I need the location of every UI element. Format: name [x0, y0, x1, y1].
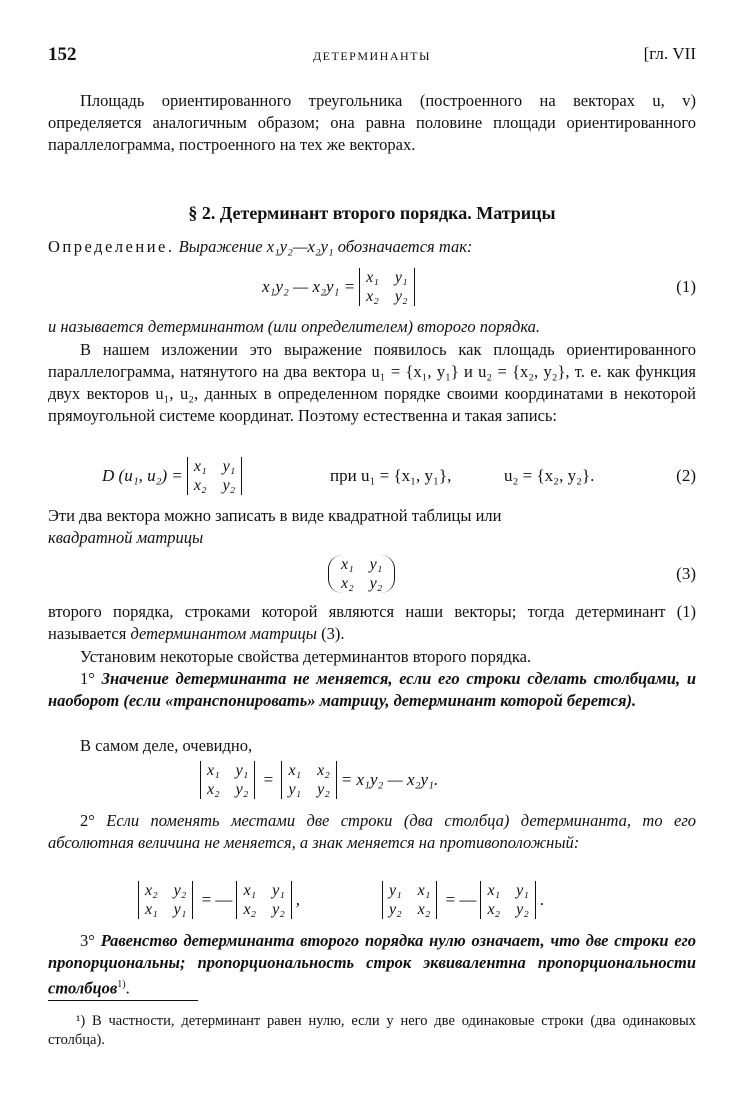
det-entry: y₁ [394, 269, 408, 286]
property-1-number: 1° [80, 669, 95, 688]
det-entry: x₁ [288, 762, 302, 779]
property-2 [48, 810, 696, 854]
det-entry: y₂ [173, 882, 187, 899]
property-3: 3° Равенство детерминанта второго порядка нулю означает, что две строки его пропорциональны; пропорциональность строк эквивалентна пропорциональности столбцов$^{1)}$. [48, 931, 697, 998]
formula-2-middle: при u₁ = {x₁, y₁}, [330, 466, 452, 485]
determinant-5c [382, 881, 437, 919]
formula-4: x₁ y₁ x₂ y₂ = x₁ x₂ y₁ y₂ = x₁y₂ — x₂y₁. [48, 758, 696, 802]
det-entry: x₂ [193, 477, 207, 494]
det-entry: x₁ [243, 882, 257, 899]
running-title: ДЕТЕРМИНАНТЫ [313, 49, 431, 63]
paragraph-3 [48, 505, 696, 549]
footnote-rule [48, 1000, 198, 1001]
determinant-5b [236, 881, 291, 919]
formula-1-number: (1) [676, 277, 696, 296]
det-entry: y₂ [317, 781, 330, 798]
property-1 [48, 668, 696, 712]
matrix-entry: y₂ [369, 575, 383, 592]
page-number: 152 [48, 44, 77, 65]
det-entry: y₂ [235, 781, 249, 798]
det-entry: x₂ [207, 781, 220, 798]
det-entry: x₁ [193, 458, 207, 475]
paragraph-4-end: (3). [321, 624, 345, 643]
property-3-text: Равенство детерминанта второго порядка нулю означает, что две строки его пропорциональны; пропорциональность строк эквивалентна пропорциональности столбцов [48, 931, 697, 998]
matrix-entry: x₁ [341, 556, 354, 573]
det-entry: x₁ [366, 269, 379, 286]
intro-paragraph: Площадь ориентированного треугольника (построенного на векторах u, v) определяется аналогичным образом; она равна половине площади ориентированного параллелограмма, построенного на тех же векторах. [48, 91, 696, 154]
formula-2 [48, 454, 696, 498]
definition-line [48, 236, 696, 258]
det-entry: x₂ [417, 901, 431, 918]
formula-1 [48, 265, 696, 309]
formula-2-number: (2) [676, 466, 696, 485]
det-entry: x₁ [145, 901, 158, 918]
paragraph-3-italic: квадратной матрицы [48, 528, 204, 547]
page-header [48, 44, 696, 72]
formula-4-rhs: = x₁y₂ — x₂y₁. [340, 770, 439, 789]
det-entry: y₁ [222, 458, 236, 475]
definition-expression: x₁y₂—x₂y₁ [266, 237, 334, 256]
paragraph-6: В самом деле, очевидно, [80, 736, 253, 755]
det-entry: x₁ [487, 882, 501, 899]
det-entry: x₂ [145, 882, 158, 899]
determinant-2 [187, 457, 242, 495]
paragraph-4-text: второго порядка, строками которой являются наши векторы; тогда детерминант (1) называется [48, 602, 696, 643]
det-entry: y₁ [272, 882, 285, 899]
det-entry: x₂ [243, 901, 257, 918]
det-entry: x₂ [366, 288, 379, 305]
determinant-1 [359, 268, 414, 306]
property-3-number: 3° [80, 931, 95, 950]
det-entry: x₂ [487, 901, 501, 918]
det-entry: x₁ [207, 762, 220, 779]
formula-2-right: u₂ = {x₂, y₂}. [504, 466, 595, 485]
det-entry: y₂ [272, 901, 285, 918]
footnote-mark: ¹) [76, 1013, 86, 1029]
det-entry: y₁ [288, 781, 302, 798]
footnote [48, 1012, 696, 1050]
formula-3 [48, 552, 696, 596]
matrix-3 [328, 555, 395, 593]
matrix-entry: x₂ [341, 575, 354, 592]
footnote-marker: 1) [117, 979, 126, 990]
det-entry: y₂ [222, 477, 236, 494]
det-entry: y₂ [389, 901, 402, 918]
det-entry: y₁ [173, 901, 187, 918]
formula-2-lhs: D (u₁, u₂) = [102, 466, 183, 485]
det-entry: y₁ [389, 882, 402, 899]
det-entry: y₂ [516, 901, 529, 918]
property-1-text: Значение детерминанта не меняется, если его строки сделать столбцами, и наоборот (если «транспонировать» матрицу, детерминант которой берется). [48, 669, 696, 710]
det-entry: x₂ [317, 762, 330, 779]
determinant-4b [281, 761, 336, 799]
formula-5: x₂ y₂ x₁ y₁ = — x₁ y₁ x₂ y₂ , y₁ x₁ y₂ x₂ = — x₁ y₁ x₂ y₂ . [48, 878, 696, 922]
det-entry: y₁ [235, 762, 249, 779]
matrix-entry: y₁ [369, 556, 383, 573]
determinant-4a [200, 761, 255, 799]
definition-label: Определение. [48, 237, 175, 256]
det-entry: y₂ [394, 288, 408, 305]
determinant-5a [138, 881, 193, 919]
det-entry: x₁ [417, 882, 431, 899]
paragraph-3-text: Эти два вектора можно записать в виде квадратной таблицы или [48, 506, 502, 525]
det-entry: y₁ [516, 882, 529, 899]
paragraph-2: В нашем изложении это выражение появилось как площадь ориентированного параллелограмма, натянутого на два вектора u₁ = {x₁, y₁} и u₂ = {x₂, y₂}, т. е. как функция двух векторов u₁, u₂, данных в определенном порядке своими координатами в некоторой прямоугольной системе координат. Поэтому естественна и такая запись: [48, 340, 696, 425]
paragraph-4 [48, 601, 696, 645]
definition-text-before: Выражение [178, 237, 263, 256]
chapter-label: [гл. VII [643, 44, 696, 63]
named-line: и называется детерминантом (или определителем) второго порядка. [48, 317, 541, 336]
formula-3-number: (3) [676, 564, 696, 583]
determinant-5d [480, 881, 535, 919]
footnote-text: В частности, детерминант равен нулю, если у него две одинаковые строки (два одинаковых столбца). [48, 1013, 697, 1048]
paragraph-5: Установим некоторые свойства детерминантов второго порядка. [80, 647, 532, 666]
formula-1-lhs: x₁y₂ — x₂y₁ = [262, 277, 356, 296]
property-2-number: 2° [80, 811, 95, 830]
section-title: § 2. Детерминант второго порядка. Матрицы [188, 203, 556, 223]
paragraph-4-italic: детерминантом матрицы [130, 624, 317, 643]
definition-text-after: обозначается так: [337, 237, 473, 256]
property-2-text: Если поменять местами две строки (два столбца) детерминанта, то его абсолютная величина не меняется, а знак меняется на противоположный: [48, 811, 697, 852]
